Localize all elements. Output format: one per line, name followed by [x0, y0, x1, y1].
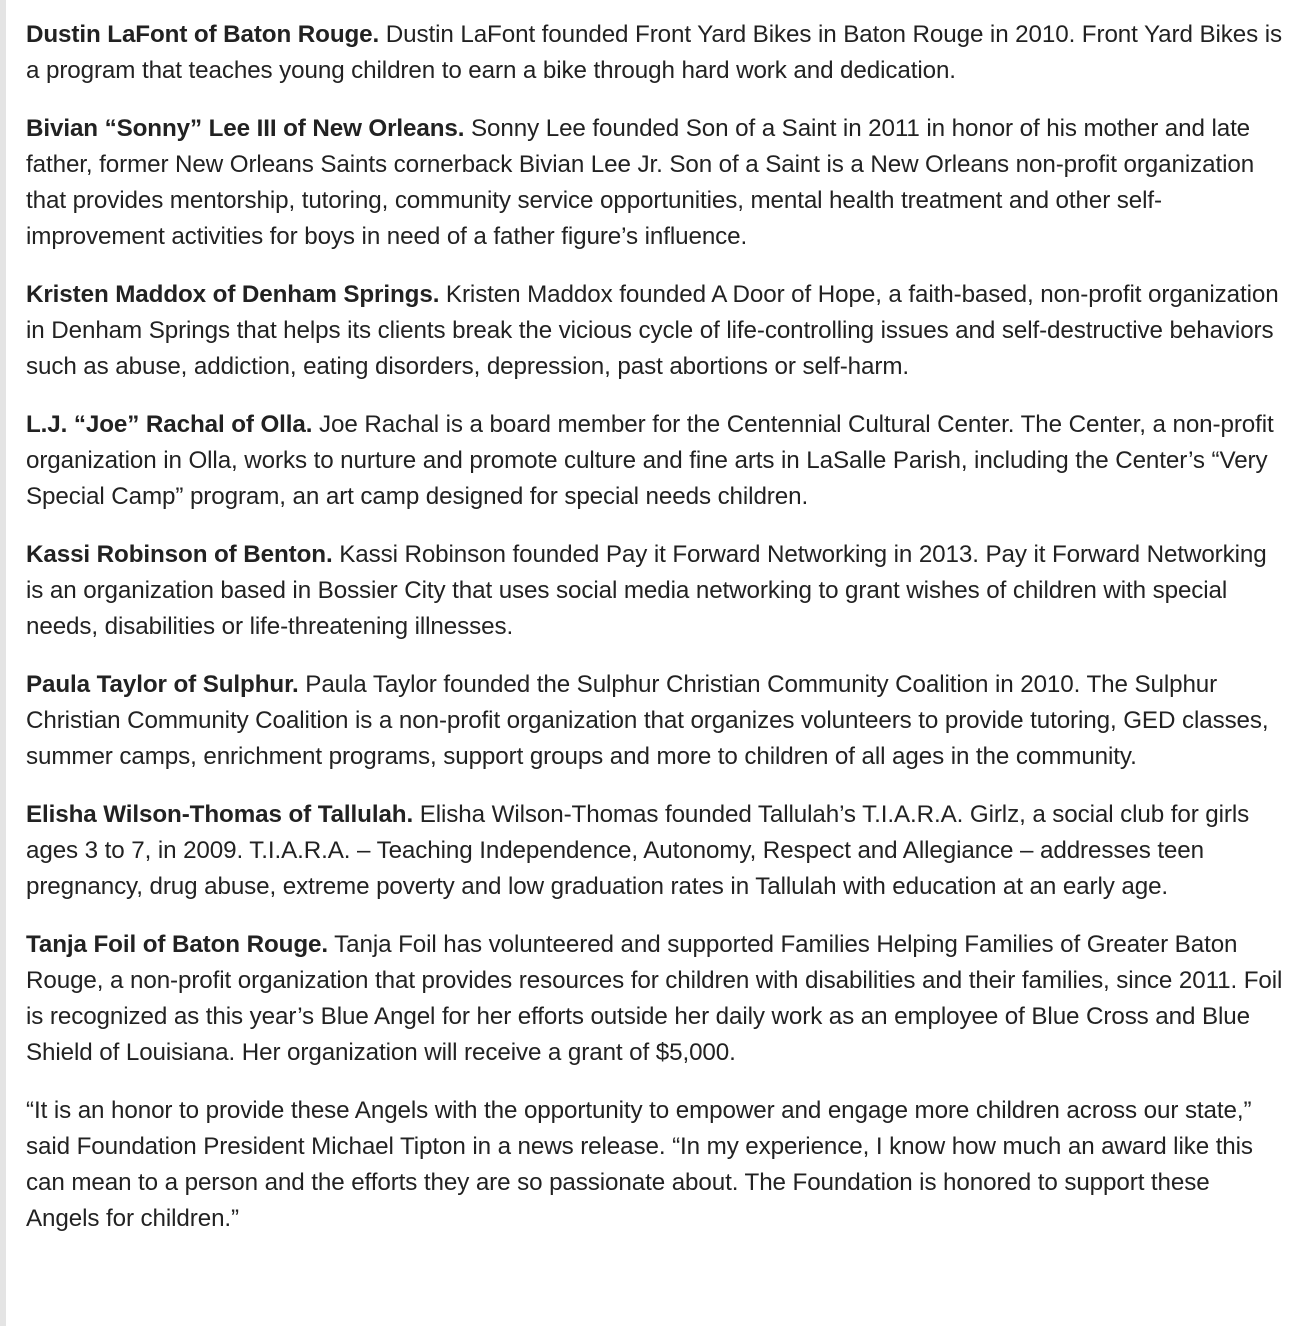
- honoree-entry-lafont: [26, 17, 1288, 89]
- honoree-entry-robinson: [26, 537, 1288, 645]
- honoree-entry-taylor: [26, 667, 1288, 775]
- honoree-name: L.J. “Joe” Rachal of Olla.: [26, 411, 313, 438]
- honoree-description: Dustin LaFont founded Front Yard Bikes in Baton Rouge in 2010. Front Yard Bikes is a program that teaches young children to earn a bike through hard work and dedication.: [26, 21, 1282, 84]
- honoree-entry-maddox: [26, 277, 1288, 385]
- honoree-name: Paula Taylor of Sulphur.: [26, 671, 299, 698]
- honoree-entry-rachal: [26, 407, 1288, 515]
- honoree-name: Dustin LaFont of Baton Rouge.: [26, 21, 380, 48]
- honoree-entry-wilson-thomas: [26, 797, 1288, 905]
- honoree-name: Tanja Foil of Baton Rouge.: [26, 931, 328, 958]
- honoree-description: Sonny Lee founded Son of a Saint in 2011 in honor of his mother and late father, former New Orleans Saints cornerback Bivian Lee Jr. Son of a Saint is a New Orleans non-profit organization that provides mentorship, tutoring, community service opportunities, mental health treatment and other self-improvement activities for boys in need of a father figure’s influence.: [26, 115, 1255, 250]
- honoree-entry-lee: [26, 111, 1288, 255]
- honoree-description: Kassi Robinson founded Pay it Forward Networking in 2013. Pay it Forward Networking is an organization based in Bossier City that uses social media networking to grant wishes of children with special needs, disabilities or life-threatening illnesses.: [26, 541, 1267, 640]
- honoree-description: Tanja Foil has volunteered and supported Families Helping Families of Greater Baton Rouge, a non-profit organization that provides resources for children with disabilities and their families, since 2011. Foil is recognized as this year’s Blue Angel for her efforts outside her daily work as an employee of Blue Cross and Blue Shield of Louisiana. Her organization will receive a grant of $5,000.: [26, 931, 1283, 1066]
- honoree-entry-foil: [26, 927, 1288, 1071]
- honoree-name: Elisha Wilson-Thomas of Tallulah.: [26, 801, 414, 828]
- article-body: [26, 17, 1288, 1259]
- closing-quote-paragraph: “It is an honor to provide these Angels with the opportunity to empower and engage more children across our state,” said Foundation President Michael Tipton in a news release. “In my experience, I know how much an award like this can mean to a person and the efforts they are so passionate about. The Foundation is honored to support these Angels for children.”: [26, 1097, 1253, 1232]
- honoree-name: Kristen Maddox of Denham Springs.: [26, 281, 440, 308]
- honoree-description: Elisha Wilson-Thomas founded Tallulah’s T.I.A.R.A. Girlz, a social club for girls ages 3 to 7, in 2009. T.I.A.R.A. – Teaching Independence, Autonomy, Respect and Allegiance – addresses teen pregnancy, drug abuse, extreme poverty and low graduation rates in Tallulah with education at an early age.: [26, 801, 1250, 900]
- honoree-description: Joe Rachal is a board member for the Centennial Cultural Center. The Center, a non-profit organization in Olla, works to nurture and promote culture and fine arts in LaSalle Parish, including the Center’s “Very Special Camp” program, an art camp designed for special needs children.: [26, 411, 1274, 510]
- honoree-description: Paula Taylor founded the Sulphur Christian Community Coalition in 2010. The Sulphur Christian Community Coalition is a non-profit organization that organizes volunteers to provide tutoring, GED classes, summer camps, enrichment programs, support groups and more to children of all ages in the community.: [26, 671, 1269, 770]
- honoree-name: Kassi Robinson of Benton.: [26, 541, 333, 568]
- honoree-name: Bivian “Sonny” Lee III of New Orleans.: [26, 115, 465, 142]
- honoree-description: Kristen Maddox founded A Door of Hope, a faith-based, non-profit organization in Denham Springs that helps its clients break the vicious cycle of life-controlling issues and self-destructive behaviors such as abuse, addiction, eating disorders, depression, past abortions or self-harm.: [26, 281, 1279, 380]
- left-border-rule: [0, 0, 6, 1326]
